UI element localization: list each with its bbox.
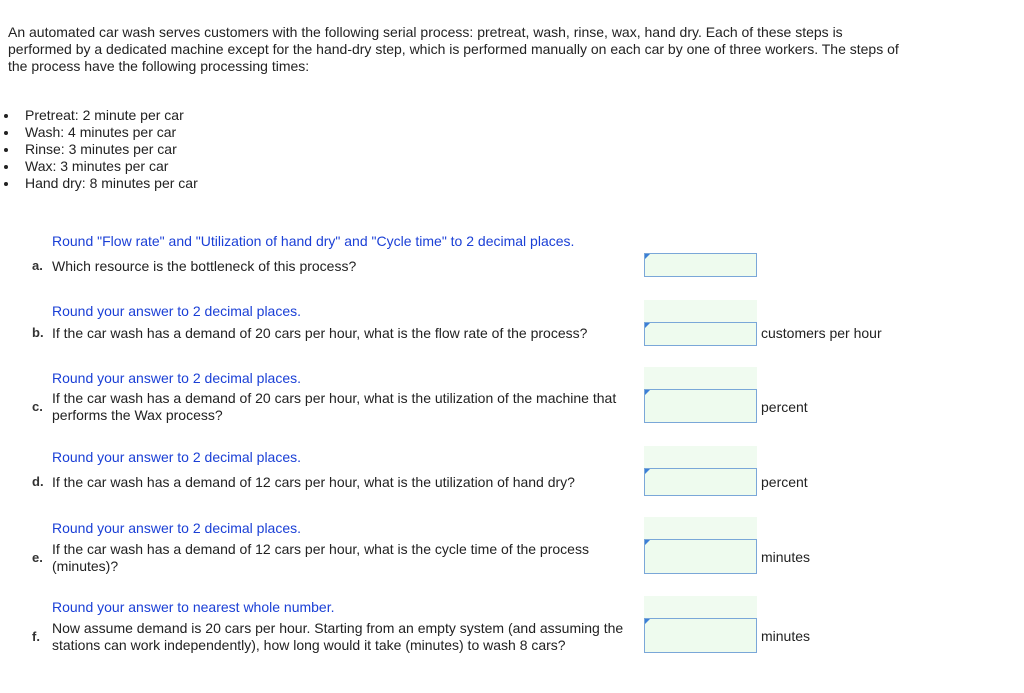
question-f-text: Now assume demand is 20 cars per hour. Starting from an empty system (and assuming the stations can work independently), how long would it take (minutes) to wash 8 cars? [52,620,624,653]
question-a-text: Which resource is the bottleneck of this process? [52,258,357,274]
answer-d-input[interactable] [644,468,757,496]
step-text: Hand dry: 8 minutes per car [25,175,198,191]
answer-d-unit: percent [761,474,808,490]
step-text: Rinse: 3 minutes per car [25,141,177,157]
list-item [0,158,198,175]
question-c-text: If the car wash has a demand of 20 cars per hour, what is the utilization of the machine that performs the Wax process? [52,390,617,423]
bullet-icon [4,165,8,169]
input-flag-icon [645,254,650,259]
answer-e-unit: minutes [761,549,811,565]
answer-e-input[interactable] [644,539,757,574]
question-b-letter: b. [32,325,44,340]
answer-e-cell [644,517,757,539]
answer-a-input[interactable] [644,253,757,277]
list-item [0,175,198,192]
answer-f-unit: minutes [761,628,811,644]
answer-c-input[interactable] [644,389,757,423]
problem-intro: An automated car wash serves customers with the following serial process: pretreat, wash, rinse, wax, hand dry. Each of these steps is performed by a dedicated machine except for the hand-dry step, which is performed manually on each car by one of three workers. The steps of the process have the following processing times: [8,24,899,74]
answer-f-cell [644,596,757,618]
question-a-letter: a. [32,258,43,273]
answer-c-unit: percent [761,399,808,415]
question-a-hint: Round "Flow rate" and "Utilization of hand dry" and "Cycle time" to 2 decimal places. [52,233,575,249]
question-b-text: If the car wash has a demand of 20 cars per hour, what is the flow rate of the process? [52,325,588,341]
question-e-hint: Round your answer to 2 decimal places. [52,520,302,536]
question-d-letter: d. [32,474,44,489]
list-item [0,141,198,158]
list-item [0,107,198,124]
question-c-letter: c. [32,399,43,414]
answer-b-cell [644,300,757,322]
bullet-icon [4,148,8,152]
question-f-hint: Round your answer to nearest whole number. [52,599,335,615]
answer-f-input[interactable] [644,618,757,653]
answer-d-cell [644,446,757,468]
input-flag-icon [645,540,650,545]
input-flag-icon [645,323,650,328]
answer-b-unit: customers per hour [761,325,882,341]
list-item [0,124,198,141]
answer-b-input[interactable] [644,322,757,346]
question-d-text: If the car wash has a demand of 12 cars per hour, what is the utilization of hand dry? [52,474,575,490]
answer-c-cell [644,367,757,389]
step-text: Wash: 4 minutes per car [25,124,177,140]
input-flag-icon [645,469,650,474]
input-flag-icon [645,390,650,395]
question-e-letter: e. [32,550,43,565]
bullet-icon [4,131,8,135]
question-b-hint: Round your answer to 2 decimal places. [52,303,302,319]
question-f-letter: f. [32,629,40,644]
step-text: Wax: 3 minutes per car [25,158,169,174]
step-text: Pretreat: 2 minute per car [25,107,184,123]
input-flag-icon [645,619,650,624]
bullet-icon [4,182,8,186]
question-c-hint: Round your answer to 2 decimal places. [52,370,302,386]
steps-list [0,107,198,192]
question-e-text: If the car wash has a demand of 12 cars per hour, what is the cycle time of the process (minutes)? [52,541,589,574]
question-d-hint: Round your answer to 2 decimal places. [52,449,302,465]
bullet-icon [4,114,8,118]
